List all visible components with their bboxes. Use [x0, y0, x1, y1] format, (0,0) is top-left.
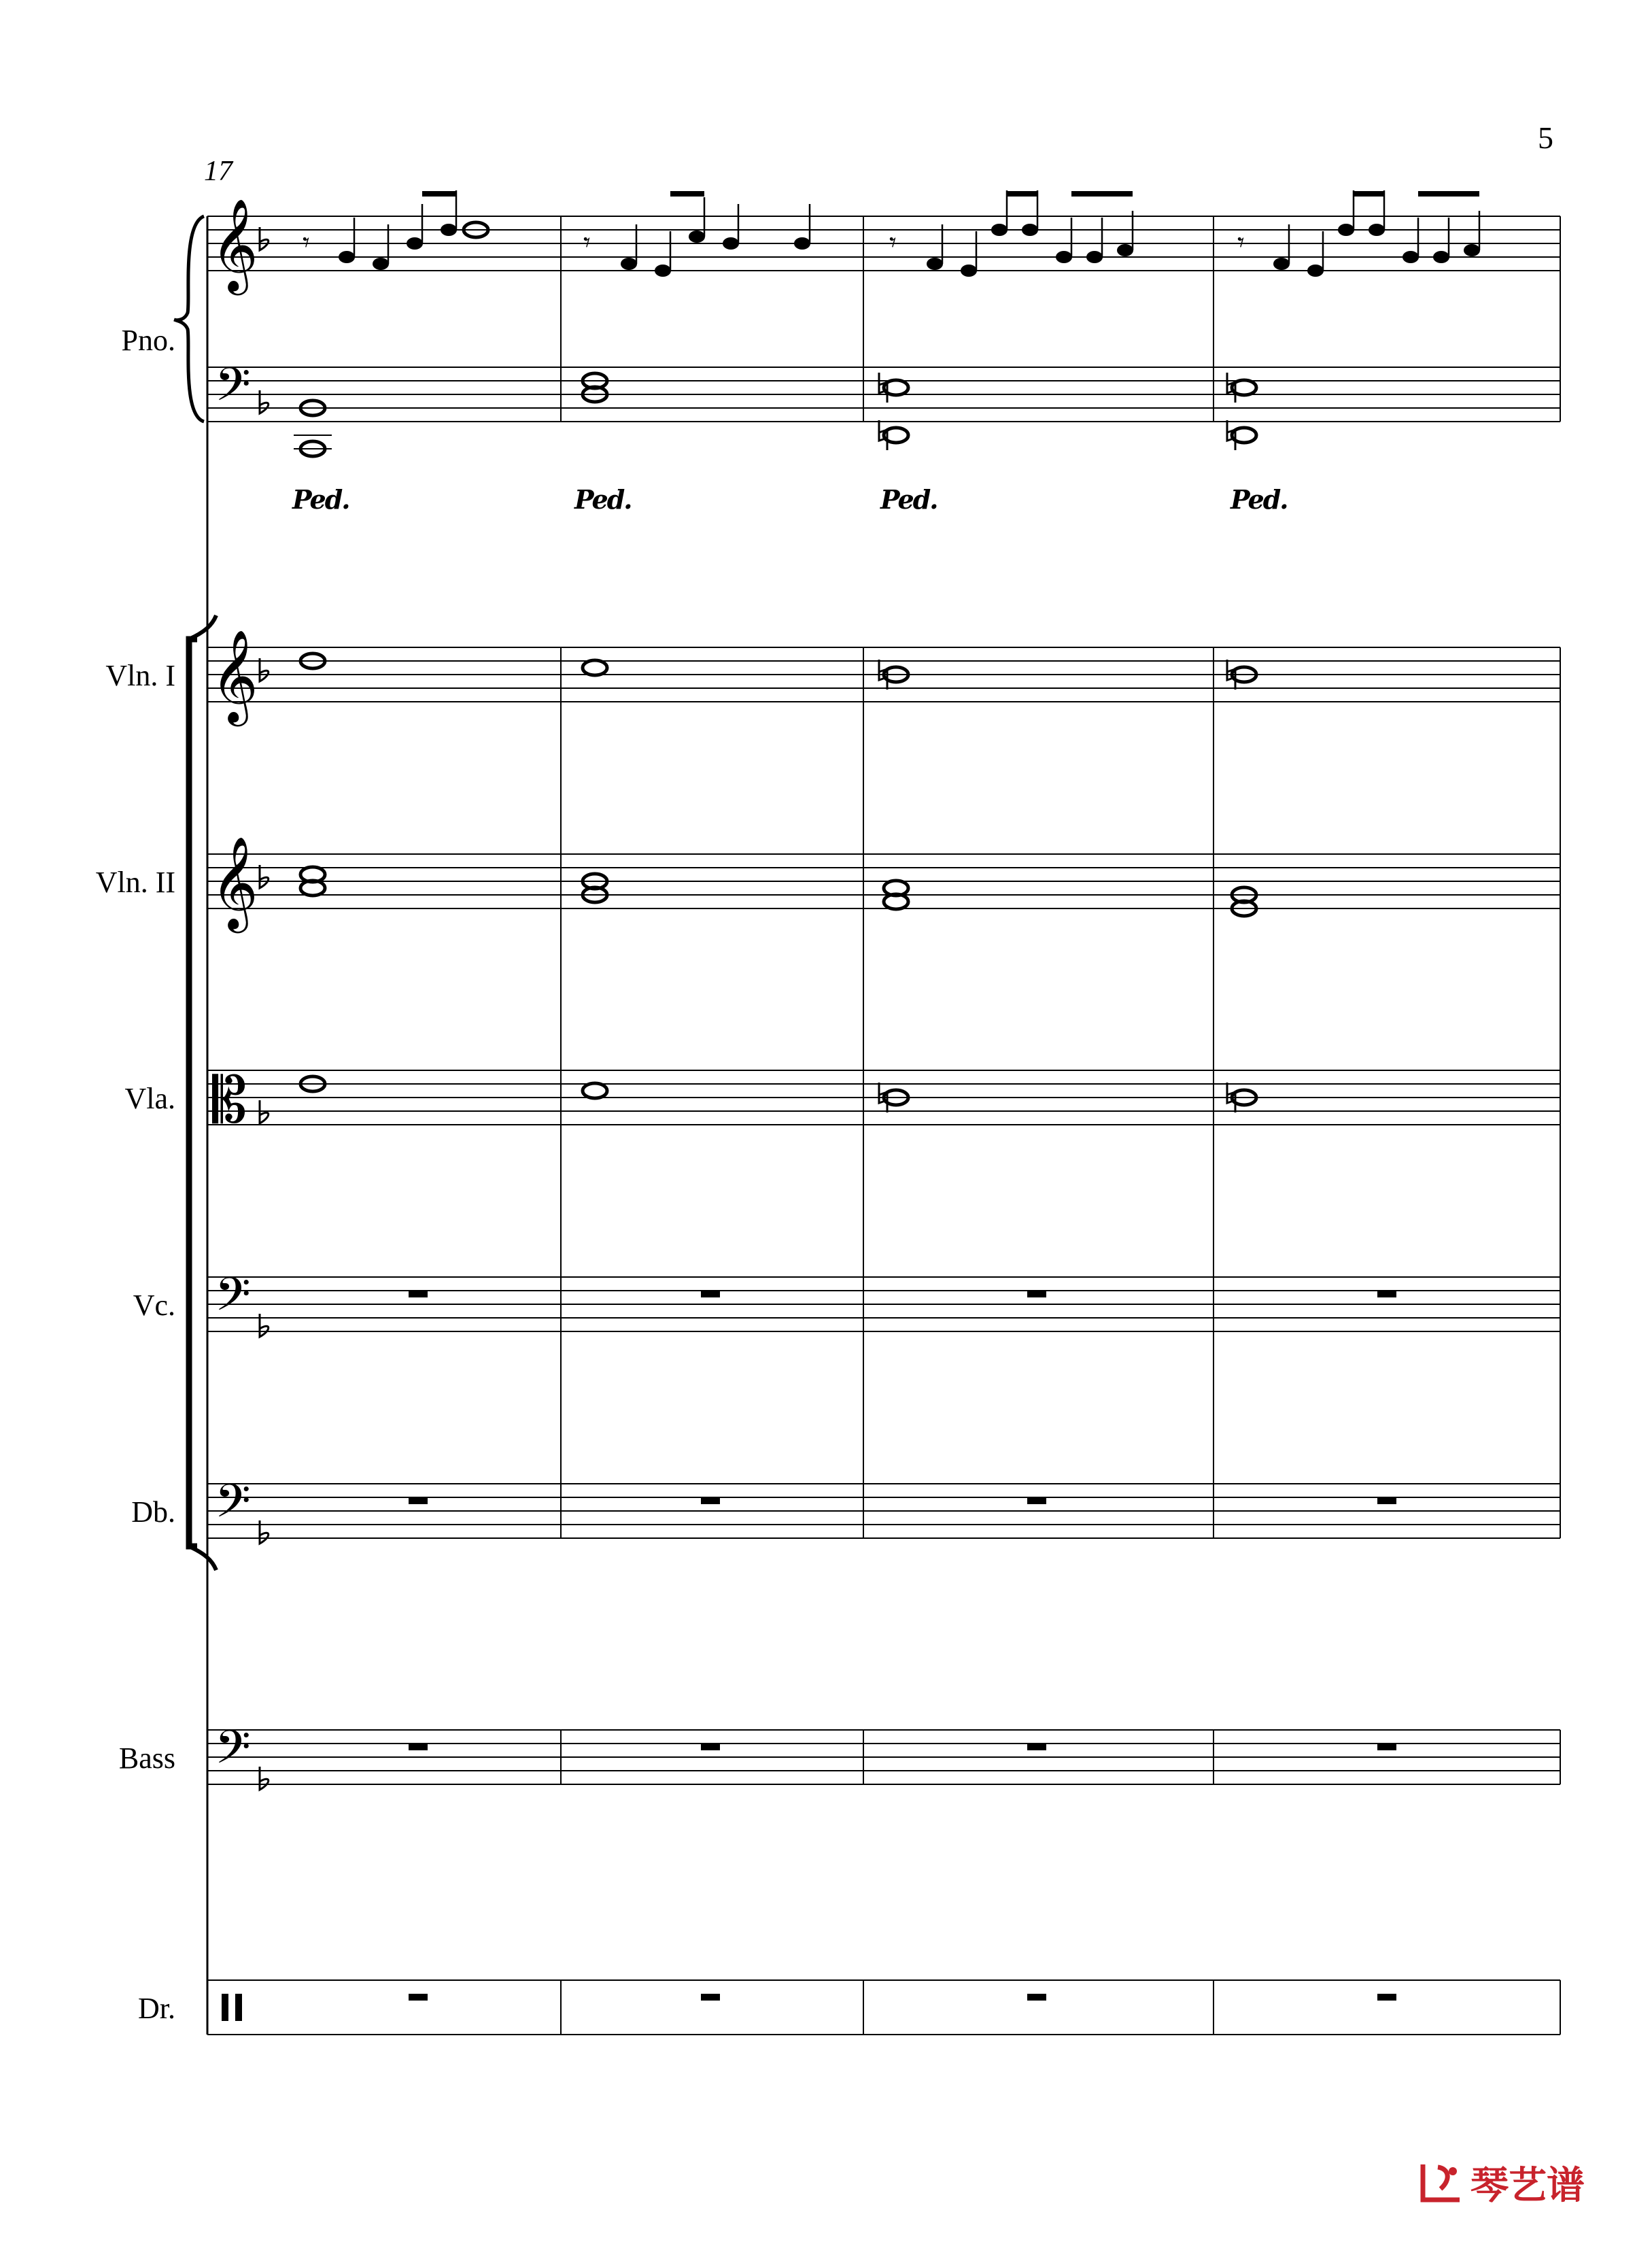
pedal-mark: Ped. [880, 484, 937, 515]
label-viola: Vla. [124, 1082, 175, 1115]
whole-rest [701, 1994, 720, 2001]
bass-clef: 𝄢 [215, 1721, 251, 1786]
pedal-mark: Ped. [1231, 484, 1288, 515]
whole-note [583, 660, 607, 675]
whole-rest [701, 1497, 720, 1504]
whole-rest [1027, 1497, 1046, 1504]
whole-rest [1377, 1744, 1396, 1750]
bass-clef: 𝄢 [215, 1268, 251, 1333]
flat-sign [260, 227, 269, 250]
whole-rest [409, 1744, 428, 1750]
note-head [1307, 265, 1324, 277]
whole-rest [1377, 1291, 1396, 1297]
eighth-rest: 𝄾 [889, 227, 897, 258]
eighth-rest: 𝄾 [1237, 227, 1245, 258]
whole-rest [1377, 1497, 1396, 1504]
note-head [1464, 244, 1480, 256]
bracket [189, 1546, 216, 1570]
pedal-mark: Ped. [574, 484, 632, 515]
whole-rest [1377, 1994, 1396, 2001]
whole-rest [409, 1497, 428, 1504]
note-head [961, 265, 977, 277]
percussion-clef [235, 1994, 242, 2021]
bass-clef: 𝄢 [215, 358, 251, 423]
note-head [689, 231, 705, 243]
treble-clef: 𝄞 [211, 197, 258, 291]
music-note-icon [1417, 2159, 1465, 2207]
label-violin2: Vln. II [95, 866, 175, 899]
note-head [373, 258, 389, 270]
whole-note [583, 1083, 607, 1098]
watermark-text: 琴艺谱 [1470, 2164, 1585, 2208]
measure-number: 17 [204, 156, 233, 187]
whole-rest [409, 1291, 428, 1297]
alto-clef: 𝄡 [212, 1064, 247, 1137]
note-head [1086, 251, 1103, 263]
note-head [1022, 224, 1038, 236]
label-bass: Bass [118, 1741, 175, 1775]
note-head [407, 237, 423, 250]
pedal-mark: Ped. [292, 484, 349, 515]
whole-rest [1027, 1744, 1046, 1750]
whole-rest [409, 1994, 428, 2001]
eighth-rest: 𝄾 [583, 227, 591, 258]
note-head [1433, 251, 1449, 263]
whole-rest [1027, 1291, 1046, 1297]
treble-clef: 𝄞 [211, 628, 258, 722]
label-violin1: Vln. I [105, 659, 175, 692]
whole-rest [1027, 1994, 1046, 2001]
bass-clef: 𝄢 [215, 1475, 251, 1540]
note-head [1117, 244, 1133, 256]
note-head [723, 237, 739, 250]
treble-clef: 𝄞 [211, 835, 258, 929]
note-head [655, 265, 671, 277]
whole-rest [701, 1291, 720, 1297]
note-head [927, 258, 943, 270]
note-head [991, 224, 1008, 236]
brace [174, 216, 204, 422]
note-head [621, 258, 637, 270]
note-head [339, 251, 355, 263]
flat-sign [260, 865, 269, 888]
note-head [1369, 224, 1385, 236]
flat-sign [260, 658, 269, 681]
percussion-clef [222, 1994, 228, 2021]
label-contrabass: Db. [131, 1495, 175, 1529]
page-number: 5 [1538, 120, 1553, 155]
eighth-rest: 𝄾 [303, 227, 310, 258]
note-head [1338, 224, 1354, 236]
note-head [1056, 251, 1072, 263]
label-cello: Vc. [133, 1289, 175, 1322]
note-head [1273, 258, 1290, 270]
bracket [189, 639, 197, 1546]
whole-rest [701, 1744, 720, 1750]
watermark-logo [1417, 2156, 1615, 2210]
note-head [1403, 251, 1419, 263]
label-piano: Pno. [121, 324, 175, 357]
label-drums: Dr. [138, 1992, 175, 2025]
note-head [441, 224, 457, 236]
note-head [794, 237, 810, 250]
